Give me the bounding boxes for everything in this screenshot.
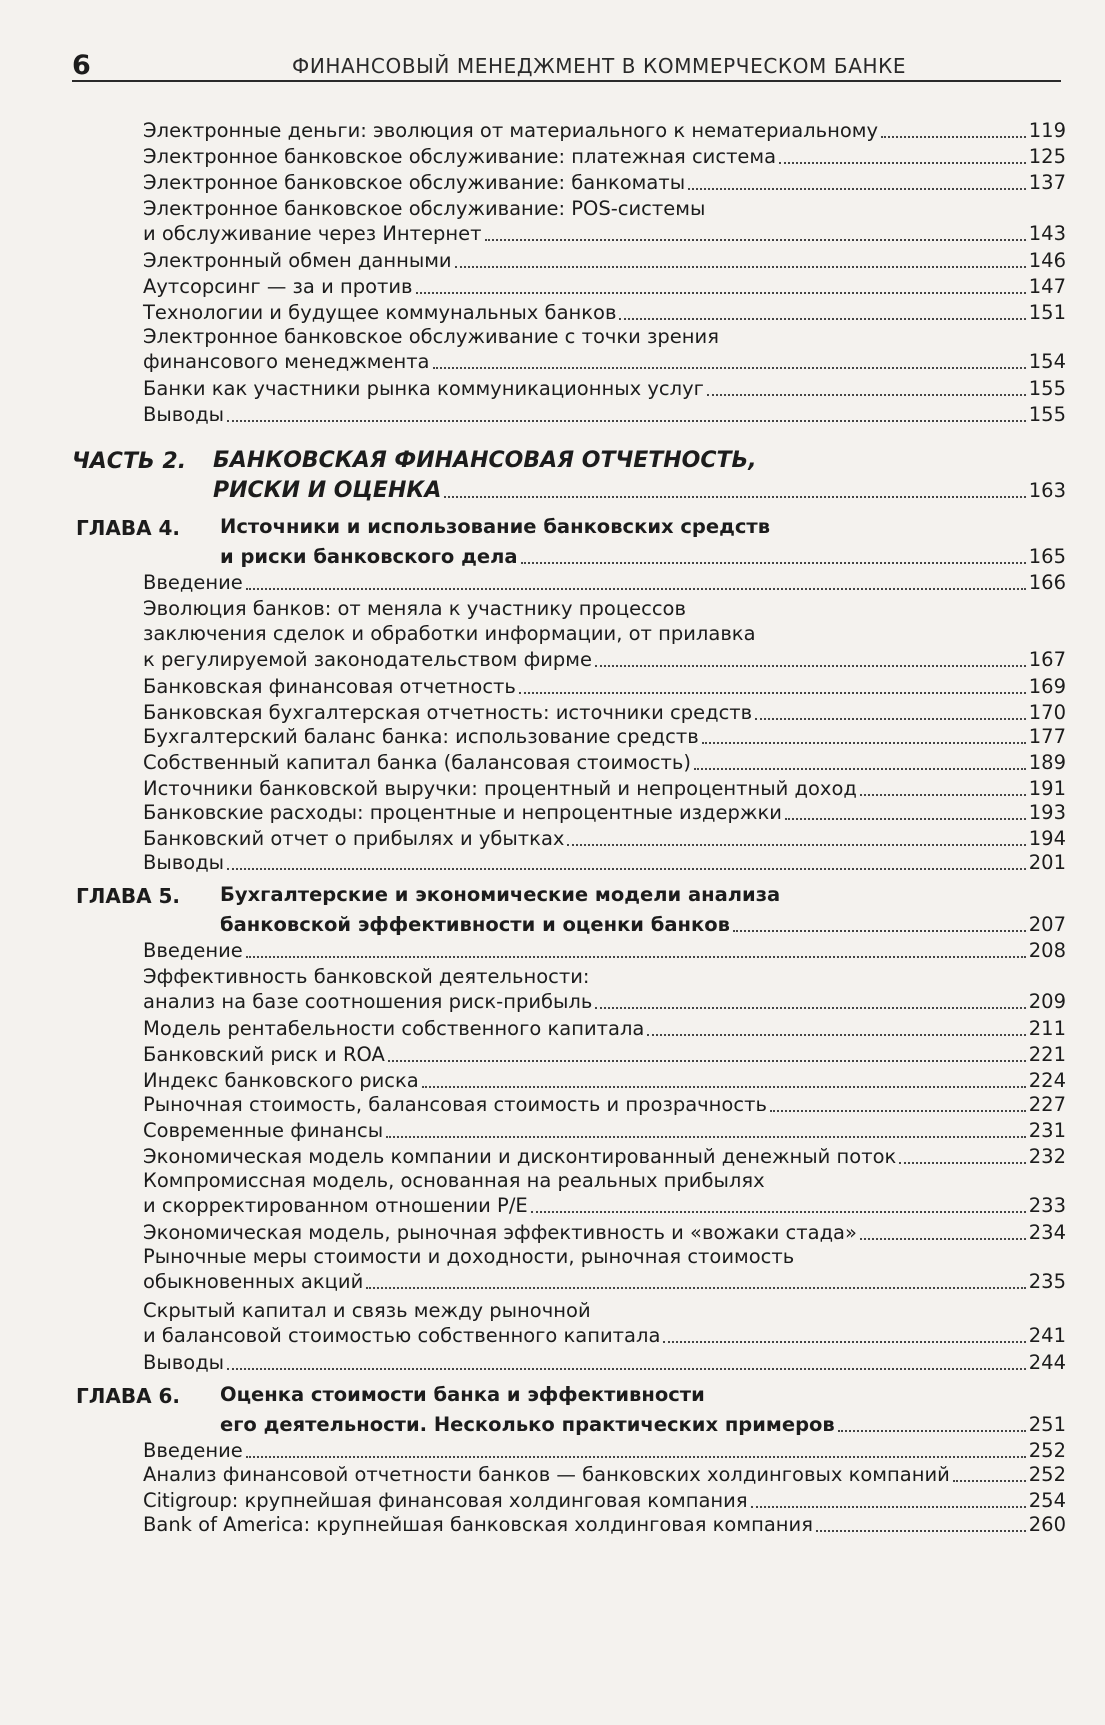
dot-leader: [755, 718, 1026, 720]
toc-page-number: 208: [1028, 939, 1066, 962]
toc-page-number: 254: [1028, 1489, 1066, 1512]
dot-leader: [416, 292, 1026, 294]
toc-entry-text: Электронные деньги: эволюция от материального к нематериальному: [143, 119, 879, 142]
toc-entry-text: Электронное банковское обслуживание с точки зрения: [143, 325, 719, 348]
toc-page-number: 119: [1028, 119, 1066, 142]
toc-entry-text: Рыночная стоимость, балансовая стоимость и прозрачность: [143, 1093, 767, 1116]
toc-page-number: 191: [1028, 777, 1066, 800]
dot-leader: [227, 1368, 1026, 1370]
toc-entry-text: Оценка стоимости банка и эффективности: [220, 1383, 705, 1406]
dot-leader: [246, 956, 1026, 958]
page-number: 6: [72, 50, 91, 81]
toc-entry-text: Бухгалтерский баланс банка: использование средств: [143, 725, 699, 748]
toc-page-number: 221: [1028, 1043, 1066, 1066]
toc-entry-text: Индекс банковского риска: [143, 1069, 419, 1092]
toc-entry-text: анализ на базе соотношения риск-прибыль: [143, 990, 593, 1014]
dot-leader: [444, 496, 1025, 498]
dot-leader: [860, 1238, 1026, 1240]
toc-entry-text: РИСКИ И ОЦЕНКА: [213, 478, 442, 503]
toc-page-number: 227: [1028, 1093, 1066, 1116]
toc-page-number: 211: [1028, 1017, 1066, 1040]
toc-page-number: 169: [1028, 675, 1066, 698]
dot-leader: [733, 930, 1026, 932]
toc-page-number: 166: [1028, 571, 1066, 594]
dot-leader: [770, 1110, 1026, 1112]
toc-entry-text: и риски банковского дела: [220, 545, 518, 568]
toc-page-number: 224: [1028, 1069, 1066, 1092]
toc-page-number: 170: [1028, 701, 1066, 724]
dot-leader: [485, 239, 1026, 241]
dot-leader: [694, 768, 1026, 770]
toc-page-number: 201: [1028, 851, 1066, 874]
toc-entry-text: Банковская финансовая отчетность: [143, 675, 516, 698]
dot-leader: [595, 1007, 1025, 1009]
dot-leader: [707, 394, 1026, 396]
dot-leader: [688, 188, 1026, 190]
dot-leader: [422, 1086, 1026, 1088]
toc-page-number: 207: [1028, 913, 1066, 936]
toc-entry-text: Современные финансы: [143, 1119, 384, 1142]
toc-entry-text: Bank of America: крупнейшая банковская холдинговая компания: [143, 1513, 813, 1536]
toc-entry-text: Банки как участники рынка коммуникационных услуг: [143, 377, 704, 400]
toc-page-number: 252: [1028, 1463, 1066, 1486]
dot-leader: [246, 588, 1026, 590]
dot-leader: [647, 1034, 1025, 1036]
toc-label: ГЛАВА 6.: [76, 1384, 181, 1408]
toc-page-number: 155: [1028, 403, 1066, 426]
dot-leader: [751, 1506, 1026, 1508]
toc-entry-text: Эффективность банковской деятельности:: [143, 965, 590, 988]
toc-page-number: 252: [1028, 1439, 1066, 1462]
toc-entry-text: Бухгалтерские и экономические модели анализа: [220, 883, 781, 906]
toc-entry-text: Электронный обмен данными: [143, 249, 452, 272]
toc-page-number: 235: [1028, 1270, 1066, 1294]
toc-entry-text: Выводы: [143, 1351, 225, 1374]
dot-leader: [595, 665, 1026, 667]
dot-leader: [899, 1162, 1025, 1164]
toc-entry-text: Выводы: [143, 403, 225, 426]
toc-page-number: 151: [1028, 301, 1066, 324]
dot-leader: [838, 1430, 1026, 1432]
running-title: ФИНАНСОВЫЙ МЕНЕДЖМЕНТ В КОММЕРЧЕСКОМ БАНКЕ: [292, 54, 907, 78]
toc-entry-text: заключения сделок и обработки информации, от прилавка: [143, 622, 756, 646]
dot-leader: [521, 562, 1026, 564]
dot-leader: [531, 1211, 1026, 1213]
toc-page-number: 163: [1028, 479, 1066, 502]
dot-leader: [702, 742, 1026, 744]
toc-page-number: 231: [1028, 1119, 1066, 1142]
toc-page-number: 167: [1028, 647, 1066, 671]
toc-page-number: 143: [1028, 222, 1066, 246]
dot-leader: [227, 868, 1026, 870]
toc-page-number: 154: [1028, 350, 1066, 374]
dot-leader: [433, 367, 1026, 369]
toc-entry-text: Экономическая модель компании и дисконтированный денежный поток: [143, 1145, 897, 1168]
toc-entry-text: Анализ финансовой отчетности банков — банковских холдинговых компаний: [143, 1463, 950, 1486]
toc-page-number: 251: [1028, 1413, 1066, 1436]
toc-entry-text: Банковские расходы: процентные и непроцентные издержки: [143, 801, 782, 824]
toc-page-number: 260: [1028, 1513, 1066, 1536]
dot-leader: [388, 1060, 1026, 1062]
toc-entry-text: и обслуживание через Интернет: [143, 222, 482, 246]
toc-page-number: 234: [1028, 1221, 1066, 1244]
toc-label: ЧАСТЬ 2.: [72, 449, 187, 474]
dot-leader: [619, 318, 1025, 320]
toc-entry-text: банковской эффективности и оценки банков: [220, 913, 730, 936]
header-rule: [72, 80, 1061, 82]
toc-entry-text: Аутсорсинг — за и против: [143, 275, 413, 298]
dot-leader: [227, 420, 1026, 422]
toc-page-number: 155: [1028, 377, 1066, 400]
toc-entry-text: Экономическая модель, рыночная эффективность и «вожаки стада»: [143, 1221, 857, 1244]
toc-entry-text: Введение: [143, 1439, 243, 1462]
toc-entry-text: Технологии и будущее коммунальных банков: [143, 301, 617, 324]
toc-entry-text: Электронное банковское обслуживание: платежная система: [143, 145, 777, 168]
toc-entry-text: Банковский отчет о прибылях и убытках: [143, 827, 565, 850]
toc-page-number: 241: [1028, 1324, 1066, 1348]
dot-leader: [246, 1456, 1026, 1458]
toc-entry-text: к регулируемой законодательством фирме: [143, 647, 592, 671]
toc-entry-text: Citigroup: крупнейшая финансовая холдинговая компания: [143, 1489, 748, 1512]
dot-leader: [567, 844, 1025, 846]
toc-entry-text: финансового менеджмента: [143, 350, 430, 374]
dot-leader: [519, 692, 1026, 694]
dot-leader: [663, 1341, 1025, 1343]
toc-page-number: 194: [1028, 827, 1066, 850]
toc-entry-text: БАНКОВСКАЯ ФИНАНСОВАЯ ОТЧЕТНОСТЬ,: [213, 448, 757, 473]
toc-label: ГЛАВА 5.: [76, 884, 181, 908]
toc-page-number: 125: [1028, 145, 1066, 168]
toc-entry-text: Введение: [143, 571, 243, 594]
toc-entry-text: Банковский риск и ROA: [143, 1043, 385, 1066]
dot-leader: [953, 1480, 1026, 1482]
toc-entry-text: обыкновенных акций: [143, 1270, 364, 1294]
dot-leader: [785, 818, 1026, 820]
dot-leader: [366, 1287, 1025, 1289]
toc-entry-text: Введение: [143, 939, 243, 962]
toc-page-number: 137: [1028, 171, 1066, 194]
toc-page-number: 147: [1028, 275, 1066, 298]
toc-page-number: 177: [1028, 725, 1066, 748]
toc-entry-text: его деятельности. Несколько практических примеров: [220, 1413, 835, 1436]
toc-entry-text: Выводы: [143, 851, 225, 874]
toc-entry-text: Банковская бухгалтерская отчетность: источники средств: [143, 701, 753, 724]
toc-entry-text: Рыночные меры стоимости и доходности, рыночная стоимость: [143, 1245, 795, 1268]
toc-entry-text: Скрытый капитал и связь между рыночной: [143, 1299, 591, 1322]
toc-entry-text: Эволюция банков: от меняла к участнику процессов: [143, 597, 686, 620]
toc-page-number: 193: [1028, 801, 1066, 824]
toc-page-number: 209: [1028, 990, 1066, 1014]
dot-leader: [881, 136, 1026, 138]
toc-entry-text: и скорректированном отношении P/E: [143, 1194, 528, 1218]
toc-entry-text: Электронное банковское обслуживание: POS-системы: [143, 197, 706, 220]
toc-page-number: 146: [1028, 249, 1066, 272]
toc-label: ГЛАВА 4.: [76, 516, 181, 540]
dot-leader: [455, 266, 1026, 268]
toc-entry-text: Электронное банковское обслуживание: банкоматы: [143, 171, 686, 194]
dot-leader: [816, 1530, 1026, 1532]
dot-leader: [860, 794, 1026, 796]
toc-entry-text: Источники и использование банковских средств: [220, 515, 771, 538]
toc-entry-text: Источники банковской выручки: процентный и непроцентный доход: [143, 777, 857, 800]
toc-page-number: 244: [1028, 1351, 1066, 1374]
toc-page-number: 232: [1028, 1145, 1066, 1168]
toc-entry-text: Компромиссная модель, основанная на реальных прибылях: [143, 1169, 765, 1192]
toc-page-number: 233: [1028, 1194, 1066, 1218]
toc-entry-text: Модель рентабельности собственного капитала: [143, 1017, 645, 1040]
dot-leader: [386, 1136, 1026, 1138]
toc-entry-text: Собственный капитал банка (балансовая стоимость): [143, 751, 691, 774]
dot-leader: [779, 162, 1026, 164]
toc-entry-text: и балансовой стоимостью собственного капитала: [143, 1324, 661, 1348]
toc-page-number: 165: [1028, 545, 1066, 568]
toc-page-number: 189: [1028, 751, 1066, 774]
